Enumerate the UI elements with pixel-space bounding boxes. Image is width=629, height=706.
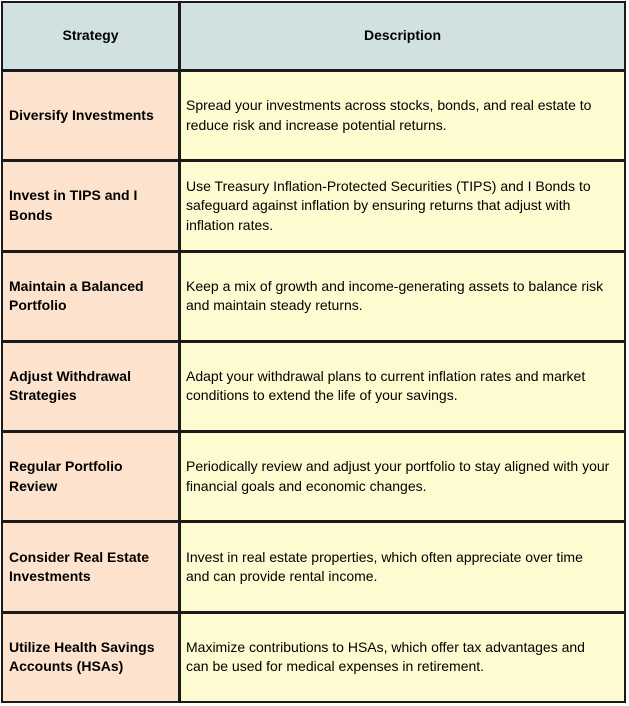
- strategy-table: [1, 1, 626, 703]
- header-description: Description: [181, 3, 624, 69]
- row-3-description: Keep a mix of growth and income-generating assets to balance risk and maintain steady returns.: [181, 253, 624, 340]
- row-1-strategy: Diversify Investments: [3, 72, 178, 159]
- row-3-strategy: Maintain a Balanced Portfolio: [3, 253, 178, 340]
- row-4-description: Adapt your withdrawal plans to current inflation rates and market conditions to extend the life of your savings.: [181, 343, 624, 430]
- row-7-strategy: Utilize Health Savings Accounts (HSAs): [3, 614, 178, 701]
- row-2-description: Use Treasury Inflation-Protected Securities (TIPS) and I Bonds to safeguard against inflation by ensuring returns that adjust with inflation rates.: [181, 162, 624, 249]
- row-2-strategy: Invest in TIPS and I Bonds: [3, 162, 178, 249]
- header-strategy: Strategy: [3, 3, 178, 69]
- row-1-description: Spread your investments across stocks, bonds, and real estate to reduce risk and increase potential returns.: [181, 72, 624, 159]
- row-7-description: Maximize contributions to HSAs, which offer tax advantages and can be used for medical expenses in retirement.: [181, 614, 624, 701]
- row-4-strategy: Adjust Withdrawal Strategies: [3, 343, 178, 430]
- row-6-strategy: Consider Real Estate Investments: [3, 523, 178, 610]
- row-6-description: Invest in real estate properties, which often appreciate over time and can provide rental income.: [181, 523, 624, 610]
- row-5-strategy: Regular Portfolio Review: [3, 433, 178, 520]
- row-5-description: Periodically review and adjust your portfolio to stay aligned with your financial goals and economic changes.: [181, 433, 624, 520]
